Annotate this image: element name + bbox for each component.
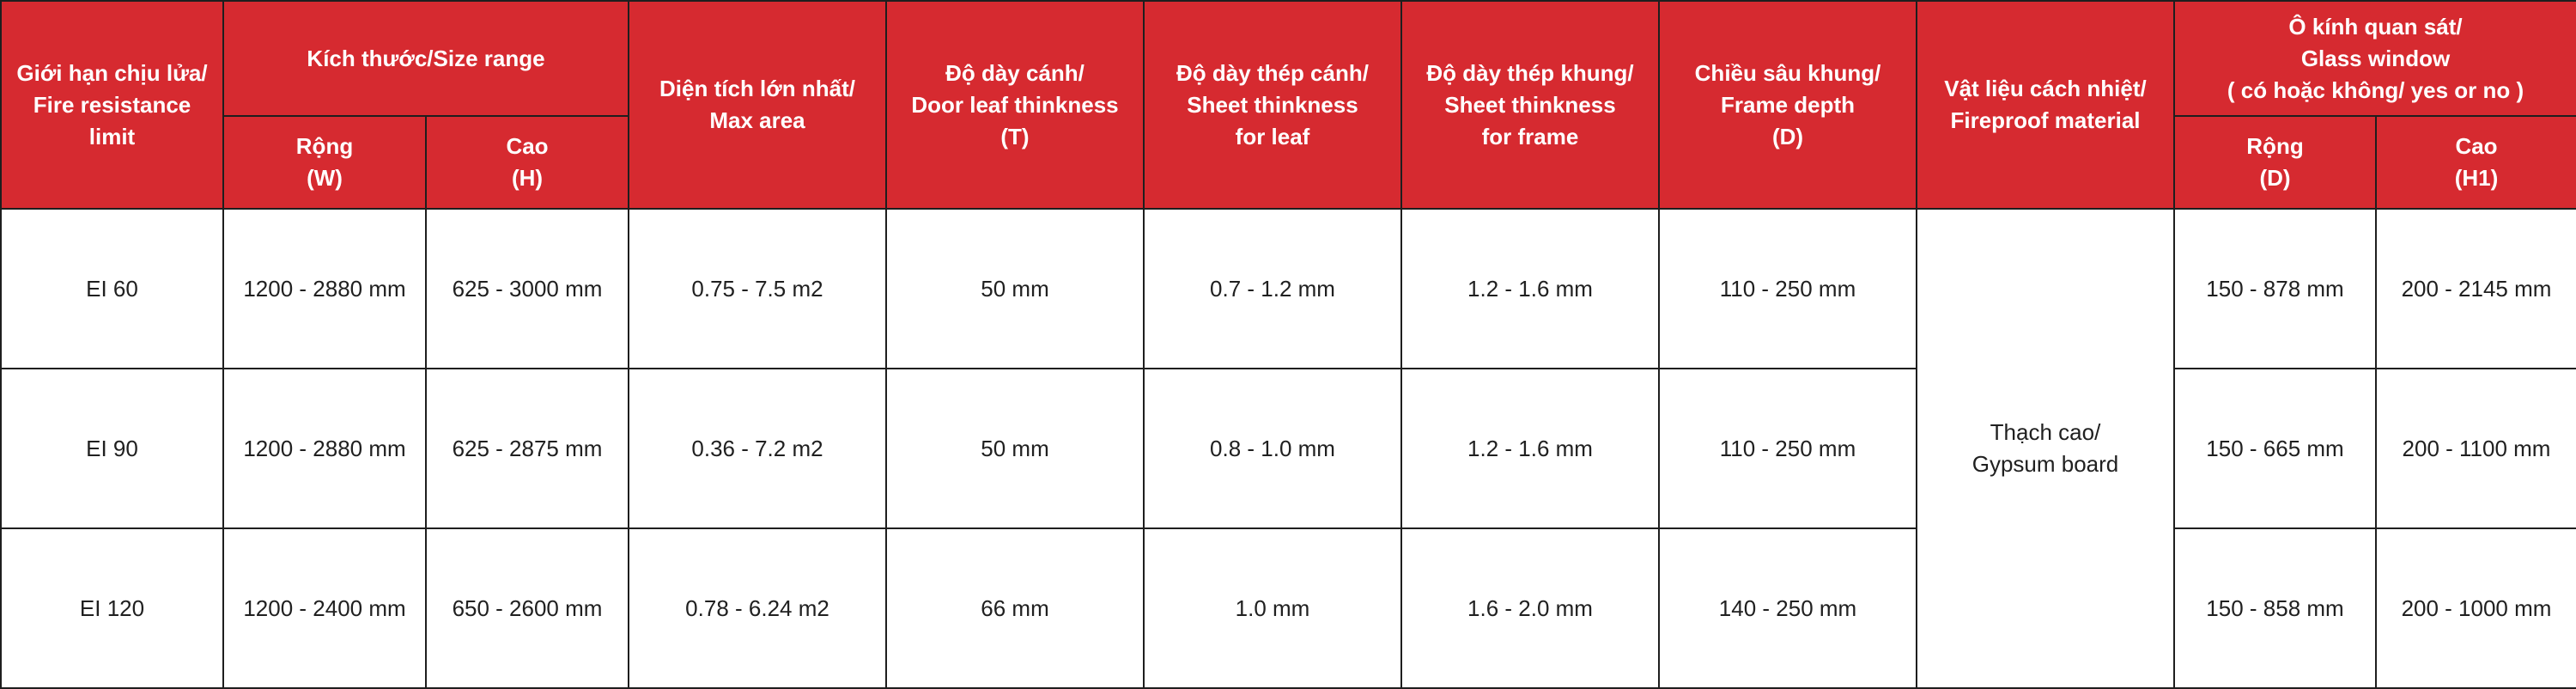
cell-fire-limit: EI 90 (1, 369, 223, 528)
cell-fire-limit: EI 120 (1, 528, 223, 688)
header-glass-window: Ô kính quan sát/ Glass window ( có hoặc không/ yes or no ) (2174, 1, 2576, 116)
glass-width-column (2174, 209, 2376, 688)
table-row (1, 209, 2576, 369)
cell-insulation-material: Thạch cao/ Gypsum board (1917, 209, 2174, 688)
cell-frame-depth: 140 - 250 mm (1659, 528, 1917, 688)
cell-glass-height: 200 - 2145 mm (2401, 275, 2552, 302)
header-fire-limit: Giới hạn chịu lửa/ Fire resistance limit (1, 1, 223, 209)
header-height: Cao (H) (426, 116, 629, 209)
cell-glass-width: 150 - 858 mm (2175, 527, 2375, 687)
cell-max-area: 0.75 - 7.5 m2 (629, 209, 886, 369)
cell-height: 625 - 3000 mm (426, 209, 629, 369)
header-insulation: Vật liệu cách nhiệt/ Fireproof material (1917, 1, 2174, 209)
cell-leaf-thickness: 50 mm (886, 209, 1144, 369)
cell-max-area: 0.36 - 7.2 m2 (629, 369, 886, 528)
cell-leaf-thickness: 50 mm (886, 369, 1144, 528)
header-frame-depth: Chiều sâu khung/ Frame depth (D) (1659, 1, 1917, 209)
cell-fire-limit: EI 60 (1, 209, 223, 369)
cell-sheet-leaf: 1.0 mm (1144, 528, 1401, 688)
header-glass-height: Cao (H1) (2376, 116, 2576, 209)
cell-sheet-frame: 1.6 - 2.0 mm (1401, 528, 1659, 688)
header-sheet-leaf: Độ dày thép cánh/ Sheet thinkness for leaf (1144, 1, 1401, 209)
cell-sheet-frame: 1.2 - 1.6 mm (1401, 369, 1659, 528)
glass-height-column (2376, 209, 2576, 688)
cell-sheet-frame: 1.2 - 1.6 mm (1401, 209, 1659, 369)
cell-height: 625 - 2875 mm (426, 369, 629, 528)
header-sheet-frame: Độ dày thép khung/ Sheet thinkness for frame (1401, 1, 1659, 209)
cell-max-area: 0.78 - 6.24 m2 (629, 528, 886, 688)
cell-sheet-leaf: 0.7 - 1.2 mm (1144, 209, 1401, 369)
cell-width: 1200 - 2880 mm (223, 209, 426, 369)
cell-frame-depth: 110 - 250 mm (1659, 369, 1917, 528)
cell-glass-width: 150 - 878 mm (2206, 275, 2344, 302)
cell-glass-width: 150 - 665 mm (2175, 368, 2375, 527)
cell-glass-height: 200 - 1100 mm (2377, 368, 2576, 527)
cell-frame-depth: 110 - 250 mm (1659, 209, 1917, 369)
cell-sheet-leaf: 0.8 - 1.0 mm (1144, 369, 1401, 528)
cell-leaf-thickness: 66 mm (886, 528, 1144, 688)
header-width: Rộng (W) (223, 116, 426, 209)
header-size-range: Kích thước/Size range (223, 1, 629, 116)
cell-height: 650 - 2600 mm (426, 528, 629, 688)
cell-width: 1200 - 2400 mm (223, 528, 426, 688)
cell-width: 1200 - 2880 mm (223, 369, 426, 528)
header-leaf-thickness: Độ dày cánh/ Door leaf thinkness (T) (886, 1, 1144, 209)
header-max-area: Diện tích lớn nhất/ Max area (629, 1, 886, 209)
header-glass-width: Rộng (D) (2174, 116, 2376, 209)
cell-glass-height: 200 - 1000 mm (2377, 527, 2576, 687)
